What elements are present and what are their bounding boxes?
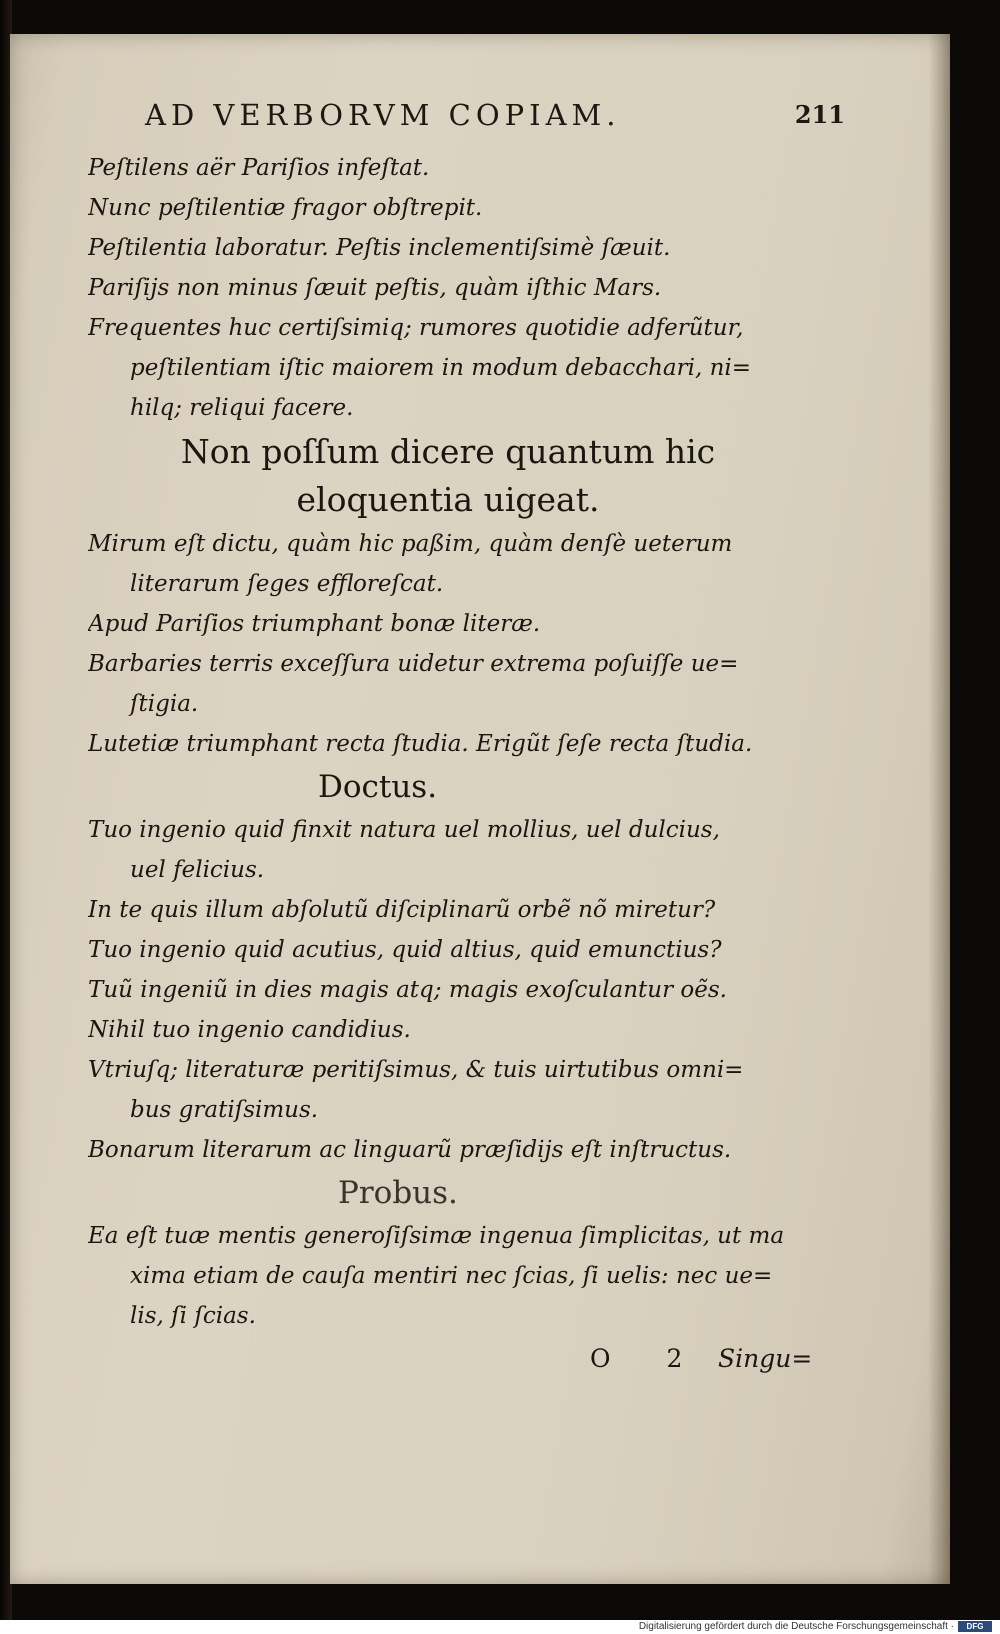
text-line: Lutetiæ triumphant recta ſtudia. Erigũt ſeſe recta ſtudia.: [88, 731, 753, 757]
text-line: Tuo ingenio quid acutius, quid altius, quid emunctius?: [88, 937, 722, 963]
text-line: Nunc peſtilentiæ fragor obſtrepit.: [88, 195, 483, 221]
text-line: literarum ſeges effloreſcat.: [130, 571, 444, 597]
footer-credit: Digitalisierung gefördert durch die Deutsche Forschungsgemeinschaft ·: [638, 1621, 954, 1632]
section-heading: Probus.: [338, 1175, 458, 1211]
text-line: Tuo ingenio quid finxit natura uel mollius, uel dulcius,: [88, 817, 720, 843]
text-line: hilq; reliqui facere.: [130, 395, 354, 421]
footer-strip: [0, 1620, 1000, 1634]
text-line: peſtilentiam iſtic maiorem in modum debacchari, ni=: [130, 355, 752, 381]
signature-mark: O 2: [590, 1344, 707, 1373]
text-line: uel felicius.: [130, 857, 265, 883]
text-line: In te quis illum abſolutũ diſciplinarũ orbẽ nõ miretur?: [88, 897, 716, 923]
text-line: Nihil tuo ingenio candidius.: [88, 1017, 411, 1043]
page-shadow: [928, 34, 950, 1584]
text-line: bus gratiſsimus.: [130, 1097, 319, 1123]
text-line: Mirum eſt dictu, quàm hic paßim, quàm denſè ueterum: [88, 531, 733, 557]
book-page: [10, 34, 950, 1584]
running-head: [145, 98, 845, 138]
signature-line: [88, 1336, 813, 1380]
section-heading: eloquentia uigeat.: [296, 480, 600, 519]
text-block: [88, 148, 813, 1380]
text-line: Pariſijs non minus ſæuit peſtis, quàm iſthic Mars.: [88, 275, 662, 301]
catchword: Singu=: [718, 1344, 813, 1373]
text-line: Peſtilens aër Pariſios infeſtat.: [88, 155, 430, 181]
section-heading: Non poſſum dicere quantum hic: [180, 432, 716, 471]
text-line: Bonarum literarum ac linguarũ præſidijs eſt inſtructus.: [88, 1137, 732, 1163]
dfg-logo-icon: DFG: [958, 1621, 992, 1632]
text-line: Ea eſt tuæ mentis generoſiſsimæ ingenua ſimplicitas, ut ma: [88, 1223, 785, 1249]
text-line: Barbaries terris exceſſura uidetur extrema poſuiſſe ue=: [88, 651, 739, 677]
text-line: Tuũ ingeniũ in dies magis atq; magis exoſculantur oẽs.: [88, 977, 727, 1003]
section-heading: Doctus.: [318, 769, 438, 805]
text-line: ſtigia.: [130, 691, 199, 717]
running-title: AD VERBORVM COPIAM.: [145, 98, 621, 132]
text-line: lis, ſi ſcias.: [130, 1303, 256, 1329]
text-line: Vtriuſq; literaturæ peritiſsimus, & tuis uirtutibus omni=: [88, 1057, 744, 1083]
text-line: xima etiam de cauſa mentiri nec ſcias, ſi uelis: nec ue=: [130, 1263, 773, 1289]
text-line: Apud Pariſios triumphant bonæ literæ.: [88, 611, 541, 637]
text-line: Frequentes huc certiſsimiq; rumores quotidie adferũtur,: [88, 315, 744, 341]
text-line: Peſtilentia laboratur. Peſtis inclementiſsimè ſæuit.: [88, 235, 671, 261]
page-number: 211: [794, 100, 845, 129]
